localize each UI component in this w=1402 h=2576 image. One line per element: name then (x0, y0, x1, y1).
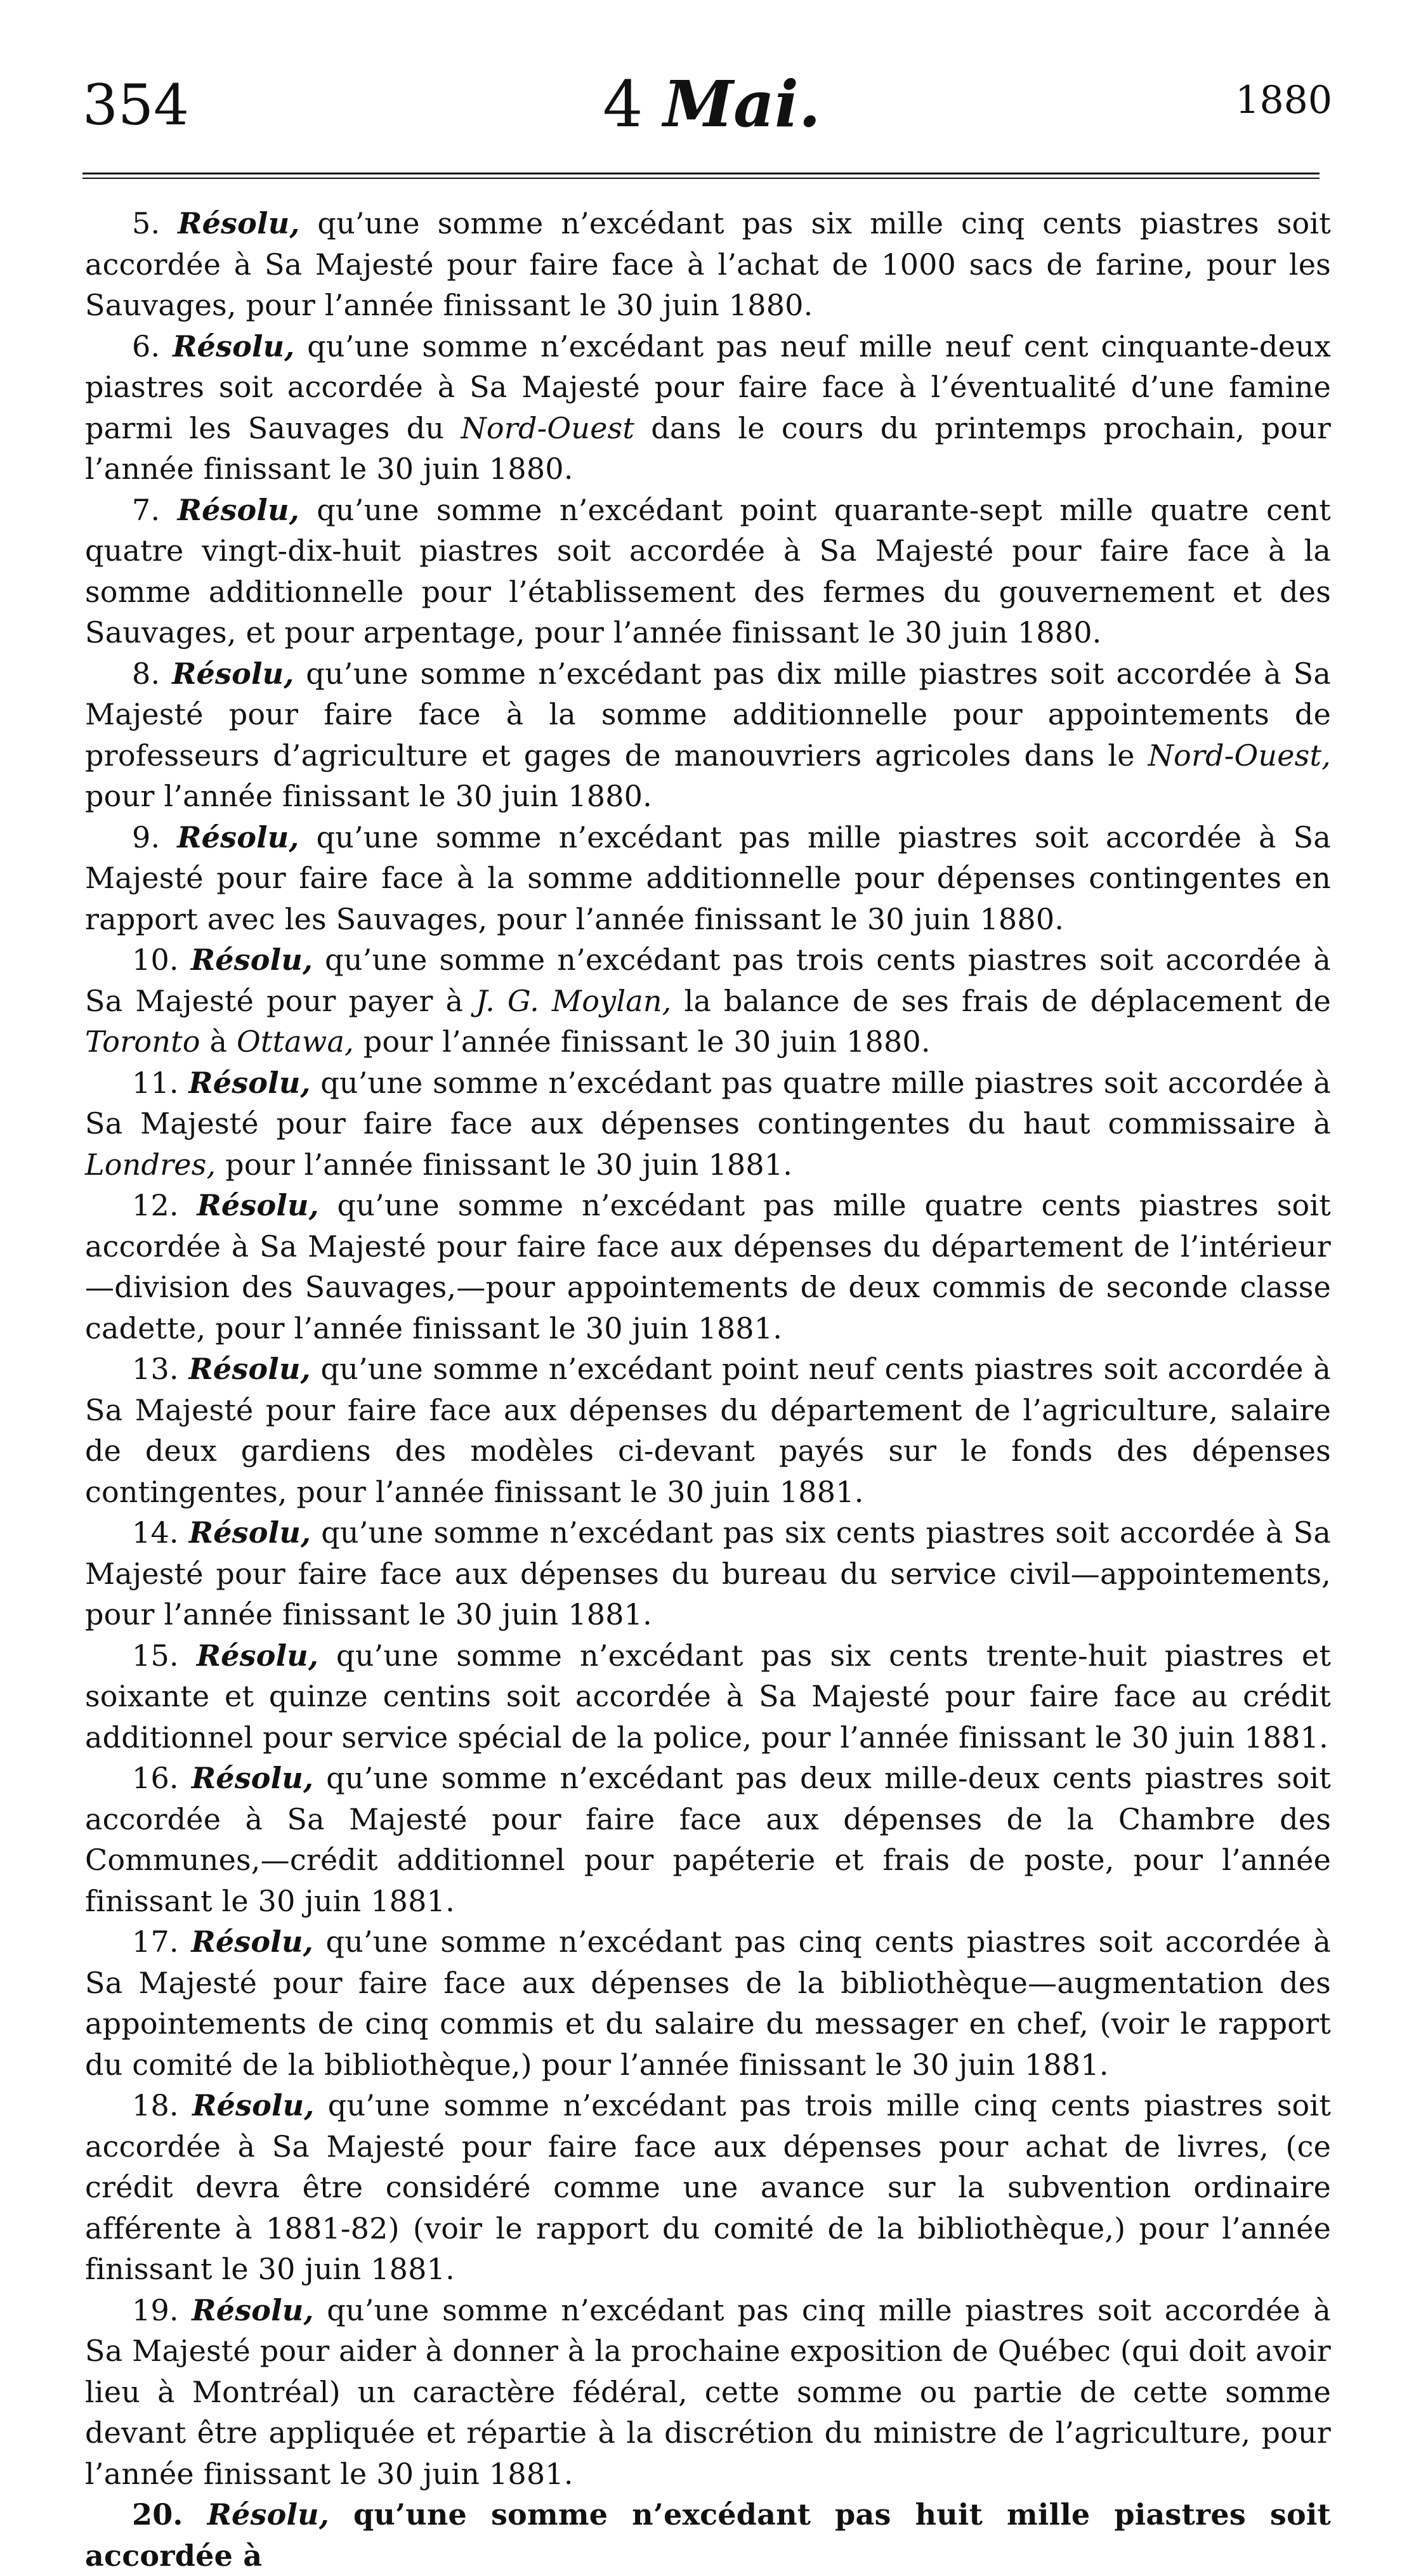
resolu-label: Résolu, (190, 943, 313, 977)
resolution-text: qu’une somme n’excédant pas mille piastres soit accordée à Sa Majesté pour faire face à la somme additionnelle pour dépenses contingentes en rapport avec les Sauvages, pour l’année finissant le 30 juin 1880. (85, 820, 1331, 936)
resolution-text: qu’une somme n’excédant pas six cents piastres soit accordée à Sa Majesté pour faire face aux dépenses du bureau du service civil—appointements, pour l’année finissant le 30 juin 1881. (85, 1515, 1331, 1631)
resolution-text: qu’une somme n’excédant pas mille quatre cents piastres soit accordée à Sa Majesté pour faire face aux dépenses du département de l’intérieur—division des Sauvages,—pour appointements de deux commis de seconde classe cadette, pour l’année finissant le 30 juin 1881. (85, 1188, 1331, 1345)
resolution-text: qu’une somme n’excédant point quarante-sept mille quatre cent quatre vingt-dix-huit piastres soit accordée à Sa Majesté pour faire face à la somme additionnelle pour l’établissement des fermes du gouvernement et des Sauvages, et pour arpentage, pour l’année finissant le 30 juin 1880. (85, 492, 1331, 650)
resolution-number: 12. (132, 1188, 179, 1222)
resolution-9 (85, 817, 1331, 940)
resolu-label: Résolu, (207, 2497, 330, 2532)
resolution-number: 5. (132, 206, 161, 240)
resolution-number: 8. (132, 656, 161, 691)
resolution-number: 17. (132, 1925, 179, 1959)
resolution-5 (85, 203, 1331, 326)
resolution-text: qu’une somme n’excédant pas dix mille piastres soit accordée à Sa Majesté pour faire face à la somme additionnelle pour appointements de professeurs d’agriculture et gages de manouvriers agricoles dans le (85, 656, 1331, 773)
resolu-label: Résolu, (196, 1638, 319, 1673)
resolution-number: 10. (132, 943, 179, 977)
resolu-label: Résolu, (191, 1761, 314, 1795)
resolution-text: qu’une somme n’excédant pas cinq cents piastres soit accordée à Sa Majesté pour faire face aux dépenses de la bibliothèque—augmentation des appointements de cinq commis et du salaire du messager en chef, (voir le rapport du comité de la bibliothèque,) pour l’année finissant le 30 juin 1881. (85, 1925, 1331, 2082)
date-month: Mai. (663, 67, 821, 141)
resolution-15 (85, 1635, 1331, 1758)
resolution-number: 16. (132, 1761, 179, 1795)
resolution-number: 20. (132, 2497, 183, 2532)
date-day: 4 (603, 67, 643, 141)
resolu-label: Résolu, (177, 492, 299, 527)
resolution-text: dans le cours du printemps prochain, pour l’année finissant le 30 juin 1880. (85, 410, 1332, 486)
resolution-20 (85, 2494, 1331, 2576)
resolu-label: Résolu, (177, 820, 299, 854)
resolution-text: qu’une somme n’excédant pas six cents trente-huit piastres et soixante et quinze centins soit accordée à Sa Majesté pour faire face au crédit additionnel pour service spécial de la police, pour l’année finissant le 30 juin 1881. (85, 1638, 1332, 1755)
resolution-number: 13. (132, 1352, 179, 1386)
place-name: Nord-Ouest, (1148, 738, 1331, 773)
place-name: Ottawa, (236, 1024, 354, 1059)
resolu-label: Résolu, (188, 1515, 311, 1550)
resolution-number: 9. (132, 820, 161, 854)
resolution-text: qu’une somme n’excédant pas six mille cinq cents piastres soit accordée à Sa Majesté pour faire face à l’achat de 1000 sacs de farine, pour les Sauvages, pour l’année finissant le 30 juin 1880. (85, 206, 1331, 322)
resolution-text: pour l’année finissant le 30 juin 1880. (353, 1024, 931, 1059)
page-number: 354 (82, 72, 189, 138)
resolution-text: la balance de ses frais de déplacement de (671, 983, 1331, 1018)
resolution-text: qu’une somme n’excédant pas trois mille cinq cents piastres soit accordée à Sa Majesté pour faire face aux dépenses pour achat de livres, (ce crédit devra être considéré comme une avance sur la subvention ordinaire afférente à 1881-82) (voir le rapport du comité de la bibliothèque,) pour l’année finissant le 30 juin 1881. (85, 2088, 1332, 2286)
resolution-8 (85, 653, 1331, 817)
resolution-text: qu’une somme n’excédant point neuf cents piastres soit accordée à Sa Majesté pour faire face aux dépenses du département de l’agriculture, salaire de deux gardiens des modèles ci-devant payés sur le fonds des dépenses contingentes, pour l’année finissant le 30 juin 1881. (85, 1352, 1331, 1509)
resolution-text: à (200, 1024, 237, 1059)
resolution-text: qu’une somme n’excédant pas neuf mille neuf cent cinquante-deux piastres soit accordée à Sa Majesté pour faire face à l’éventualité d’une famine parmi les Sauvages du (85, 329, 1331, 445)
resolution-17 (85, 1921, 1331, 2085)
resolu-label: Résolu, (172, 656, 294, 691)
resolution-text: qu’une somme n’excédant pas huit mille piastres soit accordée à (85, 2497, 1331, 2573)
resolu-label: Résolu, (192, 2088, 315, 2122)
resolution-7 (85, 490, 1331, 653)
resolu-label: Résolu, (178, 206, 300, 240)
resolution-14 (85, 1512, 1331, 1635)
resolution-19 (85, 2290, 1331, 2495)
resolution-12 (85, 1185, 1331, 1349)
resolution-number: 19. (132, 2292, 179, 2327)
resolution-18 (85, 2085, 1331, 2290)
resolu-label: Résolu, (188, 1065, 311, 1100)
resolu-label: Résolu, (173, 329, 295, 363)
resolu-label: Résolu, (192, 2292, 314, 2327)
resolution-text: qu’une somme n’excédant pas cinq mille piastres soit accordée à Sa Majesté pour aider à donner à la prochaine exposition de Québec (qui doit avoir lieu à Montréal) un caractère fédéral, cette somme ou partie de cette somme devant être appliquée et répartie à la discrétion du ministre de l’agriculture, pour l’année finissant le 30 juin 1881. (85, 2292, 1331, 2491)
place-name: Toronto (85, 1024, 200, 1059)
resolution-number: 14. (132, 1515, 179, 1550)
header-rule-line (82, 178, 1320, 179)
year: 1880 (1235, 78, 1332, 122)
resolution-number: 7. (132, 492, 161, 527)
resolutions-body (85, 203, 1331, 2576)
resolution-text: qu’une somme n’excédant pas trois cents piastres soit accordée à Sa Majesté pour payer à (85, 943, 1331, 1018)
header-rule-line (82, 173, 1320, 174)
resolution-text: pour l’année finissant le 30 juin 1881. (216, 1147, 793, 1182)
resolution-text: qu’une somme n’excédant pas quatre mille piastres soit accordée à Sa Majesté pour faire face aux dépenses contingentes du haut commissaire à (85, 1065, 1332, 1141)
resolution-11 (85, 1062, 1331, 1186)
place-name: Nord-Ouest (461, 410, 635, 445)
resolu-label: Résolu, (197, 1188, 319, 1222)
place-name: Londres, (85, 1147, 216, 1182)
resolution-text: qu’une somme n’excédant pas deux mille-deux cents piastres soit accordée à Sa Majesté pour faire face aux dépenses de la Chambre des Communes,—crédit additionnel pour papéterie et frais de poste, pour l’année finissant le 30 juin 1881. (85, 1761, 1331, 1918)
resolution-number: 15. (132, 1638, 179, 1673)
date-heading (603, 67, 821, 141)
resolution-6 (85, 326, 1331, 490)
resolution-16 (85, 1758, 1331, 1921)
header-rule (82, 173, 1320, 181)
resolution-13 (85, 1349, 1331, 1512)
resolu-label: Résolu, (191, 1925, 313, 1959)
person-name: J. G. Moylan, (476, 983, 672, 1018)
resolution-text: pour l’année finissant le 30 juin 1880. (85, 779, 652, 813)
resolu-label: Résolu, (188, 1352, 311, 1386)
page-header (82, 67, 1332, 146)
resolution-number: 11. (132, 1065, 179, 1100)
resolution-number: 6. (132, 329, 161, 363)
resolution-10 (85, 939, 1331, 1062)
resolution-number: 18. (132, 2088, 179, 2122)
